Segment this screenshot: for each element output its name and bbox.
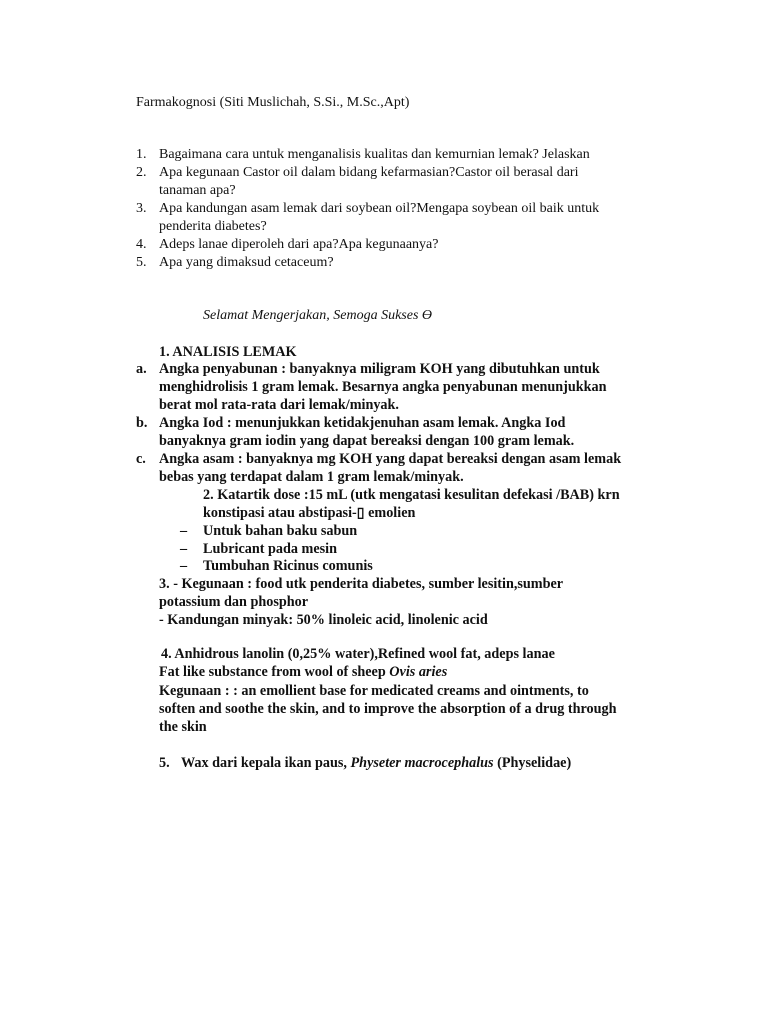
bullet-text: Untuk bahan baku sabun — [203, 523, 358, 539]
question-text: tanaman apa? — [159, 183, 236, 198]
item-text: menghidrolisis 1 gram lemak. Besarnya angka penyabunan menunjukkan — [159, 379, 607, 395]
question-text: Apa kandungan asam lemak dari soybean oil?Mengapa soybean oil baik untuk — [159, 201, 600, 216]
question-number: 4. — [136, 237, 147, 252]
answer-4-use: the skin — [159, 719, 207, 735]
species-name: Physeter macrocephalus — [350, 755, 494, 771]
species-name: Ovis aries — [389, 664, 448, 680]
answer-1-heading: 1. ANALISIS LEMAK — [159, 344, 297, 360]
question-text: Bagaimana cara untuk menganalisis kualitas dan kemurnian lemak? Jelaskan — [159, 147, 590, 162]
question-text: penderita diabetes? — [159, 219, 267, 234]
item-text: banyaknya gram iodin yang dapat bereaksi dengan 100 gram lemak. — [159, 433, 575, 449]
item-text: Angka asam : banyaknya mg KOH yang dapat bereaksi dengan asam lemak — [159, 451, 622, 467]
question-text: Apa yang dimaksud cetaceum? — [159, 255, 334, 270]
bullet-dash: – — [180, 523, 188, 539]
item-text: bebas yang terdapat dalam 1 gram lemak/minyak. — [159, 469, 464, 485]
item-text: berat mol rata-rata dari lemak/minyak. — [159, 397, 399, 413]
answer-4-use: soften and soothe the skin, and to improve the absorption of a drug through — [159, 701, 617, 717]
question-text: Apa kegunaan Castor oil dalam bidang kefarmasian?Castor oil berasal dari — [159, 165, 579, 180]
bullet-text: Tumbuhan Ricinus comunis — [203, 558, 373, 574]
question-number: 3. — [136, 201, 147, 216]
answer-5-lead: Wax dari kepala ikan paus, — [181, 755, 351, 771]
closing-message: Selamat Mengerjakan, Semoga Sukses Ө — [203, 308, 433, 323]
document-title: Farmakognosi (Siti Muslichah, S.Si., M.Sc.,Apt) — [136, 95, 410, 110]
item-text: Angka Iod : menunjukkan ketidakjenuhan asam lemak. Angka Iod — [159, 415, 566, 431]
answer-2-text: konstipasi atau abstipasi-▯ emolien — [203, 505, 416, 521]
item-marker: b. — [136, 415, 148, 431]
family-name: (Physelidae) — [493, 755, 572, 771]
answer-4-source: Fat like substance from wool of sheep — [159, 664, 390, 680]
question-text: Adeps lanae diperoleh dari apa?Apa kegunaanya? — [159, 237, 439, 252]
answer-5-text — [181, 754, 571, 772]
answer-4-use: Kegunaan : : an emollient base for medicated creams and ointments, to — [159, 683, 589, 699]
answer-3-text: potassium dan phosphor — [159, 594, 309, 610]
answer-3-text: 3. - Kegunaan : food utk penderita diabetes, sumber lesitin,sumber — [159, 576, 564, 592]
answer-2-text: 2. Katartik dose :15 mL (utk mengatasi kesulitan defekasi /BAB) krn — [203, 487, 620, 503]
answer-4-text: 4. Anhidrous lanolin (0,25% water),Refined wool fat, adeps lanae — [161, 646, 555, 662]
answer-4-text — [159, 663, 447, 681]
question-number: 5. — [136, 255, 147, 270]
bullet-text: Lubricant pada mesin — [203, 541, 338, 557]
item-marker: a. — [136, 361, 147, 377]
answer-3-text: - Kandungan minyak: 50% linoleic acid, linolenic acid — [159, 612, 488, 628]
question-number: 1. — [136, 147, 147, 162]
item-marker: c. — [136, 451, 146, 467]
answer-5-number: 5. — [159, 755, 170, 771]
question-number: 2. — [136, 165, 147, 180]
bullet-dash: – — [180, 541, 188, 557]
bullet-dash: – — [180, 558, 188, 574]
item-text: Angka penyabunan : banyaknya miligram KOH yang dibutuhkan untuk — [159, 361, 600, 377]
